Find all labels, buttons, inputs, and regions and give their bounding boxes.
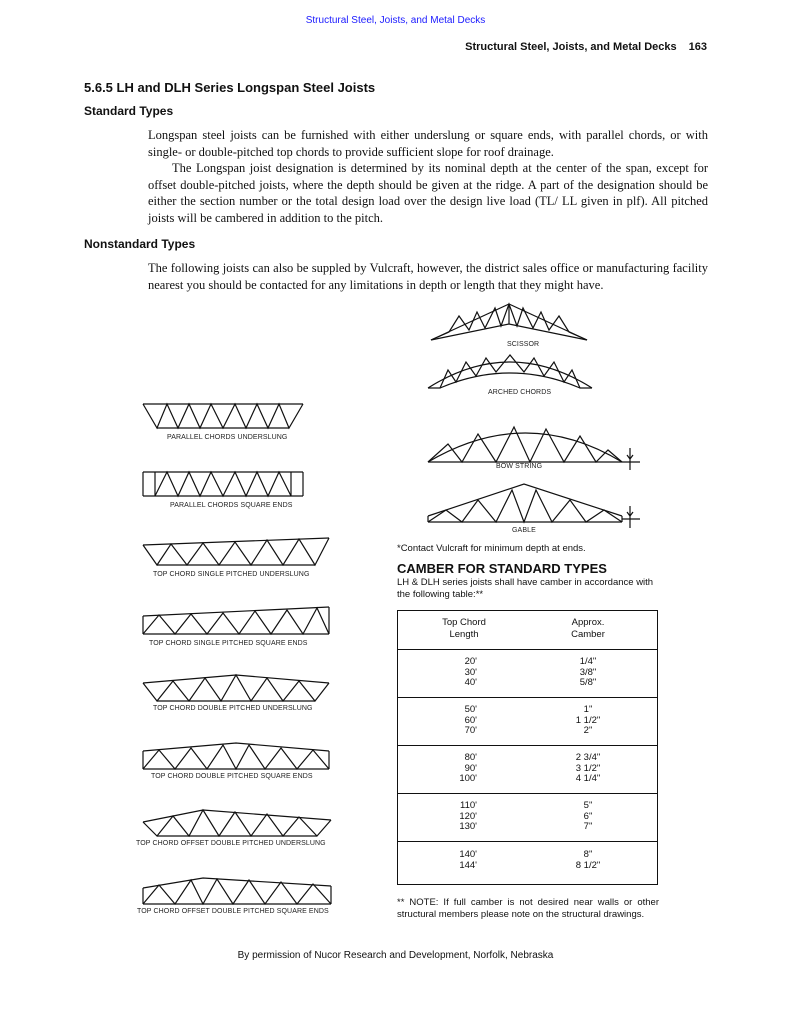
- camber-table-header: [398, 611, 657, 650]
- camber-footnote: ** NOTE: If full camber is not desired near walls or other structural members please note on the structural drawings.: [397, 897, 659, 920]
- camber-group-1: [398, 649, 657, 698]
- camber-group-5: [398, 841, 657, 883]
- header-col1-line1: Top Chord: [442, 617, 486, 628]
- length-cell: 50' 60' 70': [464, 704, 477, 736]
- standard-types-text: [148, 127, 708, 226]
- caption-scissor: SCISSOR: [507, 341, 540, 348]
- page-number: 163: [688, 41, 707, 53]
- camber-intro: LH & DLH series joists shall have camber in accordance with the following table:**: [397, 577, 654, 600]
- header-col2-line1: Approx.: [571, 617, 605, 628]
- camber-title: CAMBER FOR STANDARD TYPES: [397, 561, 607, 576]
- camber-cell: 2 3/4" 3 1/2" 4 1/4": [575, 752, 601, 784]
- joist-diagram-offset-double-pitched-underslung: [143, 808, 333, 840]
- header-col2-line2: Camber: [571, 628, 605, 640]
- camber-group-2: [398, 697, 657, 746]
- caption-gable: GABLE: [512, 527, 536, 534]
- caption-parallel-underslung: PARALLEL CHORDS UNDERSLUNG: [167, 434, 288, 441]
- joist-diagram-single-pitched-square: [143, 606, 331, 638]
- joist-diagram-parallel-underslung: [143, 402, 305, 432]
- caption-parallel-square: PARALLEL CHORDS SQUARE ENDS: [170, 502, 293, 509]
- caption-single-pitched-square: TOP CHORD SINGLE PITCHED SQUARE ENDS: [149, 640, 308, 647]
- caption-offset-double-pitched-underslung: TOP CHORD OFFSET DOUBLE PITCHED UNDERSLUNG: [136, 840, 326, 847]
- header-col1-line2: Length: [449, 628, 479, 640]
- nonstandard-paragraph-1: The following joists can also be suppled by Vulcraft, however, the district sales office or manufacturing facility nearest you should be contacted for any limitations in depth or length that they might have.: [148, 261, 708, 292]
- camber-cell: 1" 1 1/2" 2": [575, 704, 601, 736]
- caption-arched-chords: ARCHED CHORDS: [488, 389, 552, 396]
- caption-offset-double-pitched-square: TOP CHORD OFFSET DOUBLE PITCHED SQUARE ENDS: [137, 908, 329, 915]
- caption-double-pitched-underslung: TOP CHORD DOUBLE PITCHED UNDERSLUNG: [153, 705, 313, 712]
- camber-group-4: [398, 793, 657, 842]
- length-cell: 80' 90' 100': [459, 752, 477, 784]
- top-link[interactable]: Structural Steel, Joists, and Metal Decks: [305, 15, 486, 26]
- nonstandard-types-heading: Nonstandard Types: [84, 237, 196, 251]
- nonstandard-types-text: [148, 260, 708, 293]
- section-title: 5.6.5 LH and DLH Series Longspan Steel Joists: [84, 80, 376, 95]
- caption-bow-string: BOW STRING: [496, 463, 543, 470]
- running-title: Structural Steel, Joists, and Metal Decks: [465, 41, 677, 53]
- caption-double-pitched-square: TOP CHORD DOUBLE PITCHED SQUARE ENDS: [151, 773, 313, 780]
- standard-paragraph-2: The Longspan joist designation is determined by its nominal depth at the center of the span, except for offset double-pitched joists, where the depth should be given at the ridge. A part of the designation should be either the section number or the total design load over the design live load (TL/ LL given in plf). All pitched joists will be cambered in addition to the pitch.: [148, 161, 708, 225]
- joist-diagram-gable: [426, 482, 641, 528]
- caption-single-pitched-underslung: TOP CHORD SINGLE PITCHED UNDERSLUNG: [153, 571, 310, 578]
- standard-types-heading: Standard Types: [84, 104, 174, 118]
- camber-group-3: [398, 745, 657, 794]
- camber-cell: 8" 8 1/2": [575, 849, 601, 871]
- contact-note: *Contact Vulcraft for minimum depth at ends.: [397, 543, 586, 554]
- camber-cell: 1/4" 3/8" 5/8": [579, 656, 597, 688]
- header-approx-camber: [548, 617, 628, 640]
- joist-diagram-single-pitched-underslung: [143, 537, 331, 569]
- standard-paragraph-1: Longspan steel joists can be furnished with either underslung or square ends, with parallel chords, or with single- or double-pitched top chords to provide sufficient slope for roof drainage.: [148, 128, 708, 159]
- camber-cell: 5" 6" 7": [583, 800, 593, 832]
- joist-diagram-double-pitched-underslung: [143, 673, 331, 705]
- camber-table: [397, 610, 658, 885]
- running-head: [465, 41, 707, 53]
- joist-diagram-offset-double-pitched-square: [143, 876, 333, 908]
- length-cell: 110' 120' 130': [459, 800, 477, 832]
- joist-diagram-double-pitched-square: [143, 741, 331, 773]
- header-top-chord-length: [424, 617, 504, 640]
- joist-diagram-arched-chords: [426, 350, 596, 392]
- length-cell: 20' 30' 40': [464, 656, 477, 688]
- length-cell: 140' 144': [459, 849, 477, 871]
- permission-credit: By permission of Nucor Research and Development, Norfolk, Nebraska: [237, 950, 554, 961]
- joist-diagram-parallel-square: [143, 470, 305, 500]
